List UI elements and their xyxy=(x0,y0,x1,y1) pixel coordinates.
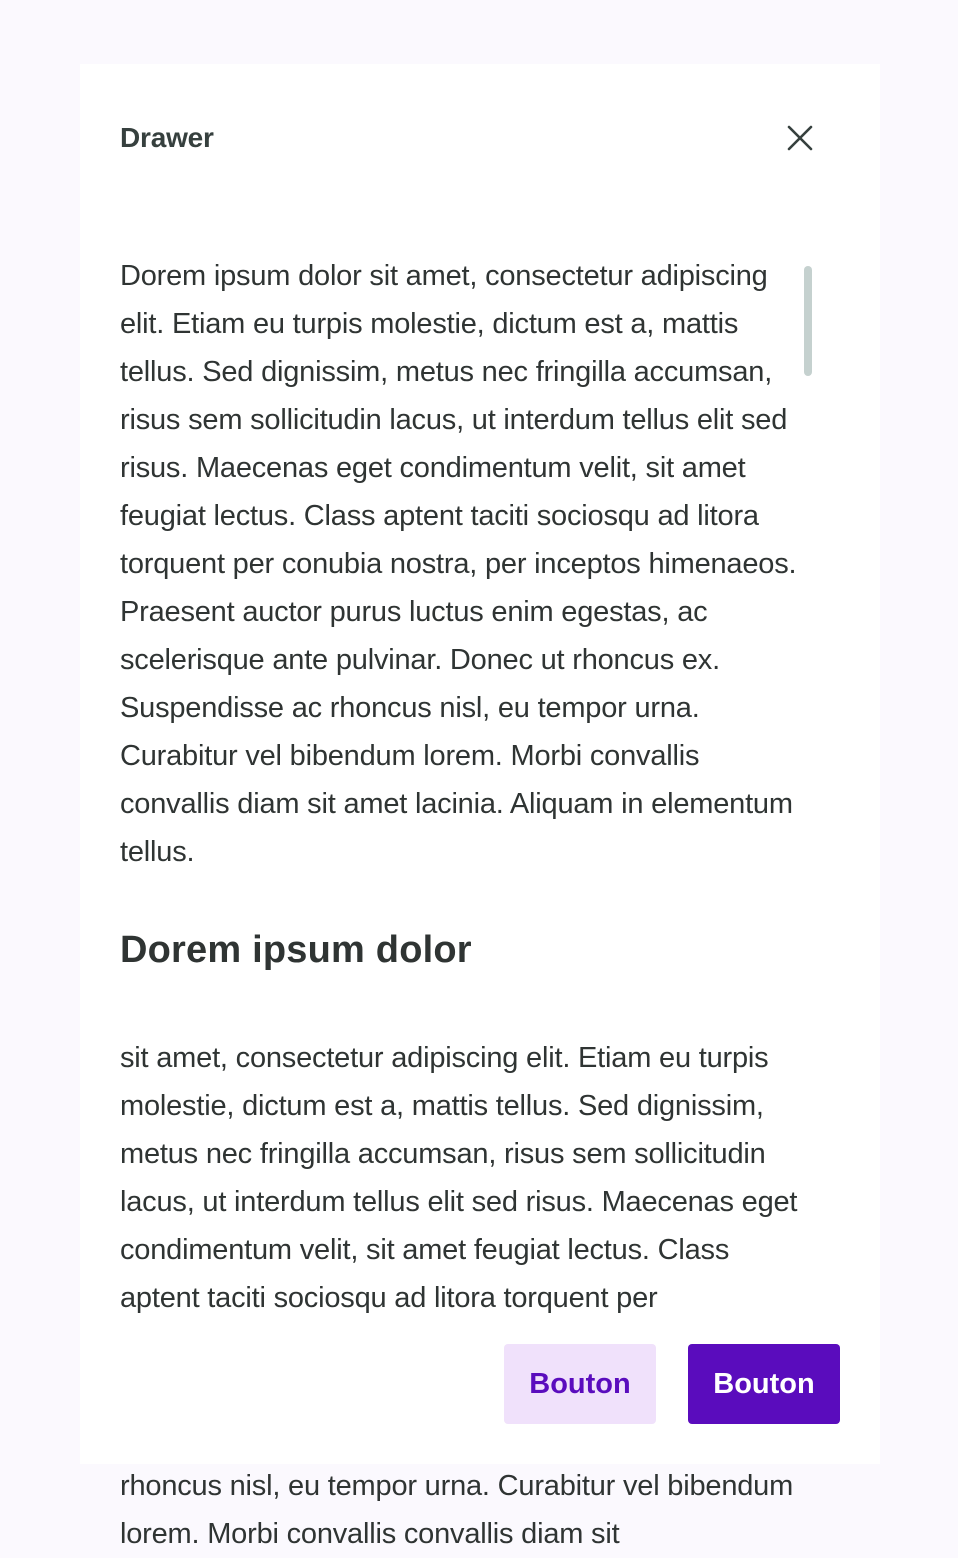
scrollbar-thumb[interactable] xyxy=(804,266,812,376)
close-icon xyxy=(787,125,813,151)
primary-button[interactable]: Bouton xyxy=(688,1344,840,1424)
secondary-button[interactable]: Bouton xyxy=(504,1344,656,1424)
overflow-background-text: rhoncus nisl, eu tempor urna. Curabitur vel bibendum lorem. Morbi convallis convallis diam sit xyxy=(120,1470,794,1550)
body-paragraph: sit amet, consectetur adipiscing elit. Etiam eu turpis molestie, dictum est a, mattis tellus. Sed dignissim, metus nec fringilla accumsan, risus sem sollicitudin lacus, ut interdum tellus elit sed risus. Maecenas eget condimentum velit, sit amet feugiat lectus. Class aptent taciti sociosqu ad litora torquent per xyxy=(120,1042,798,1314)
drawer-title: Drawer xyxy=(120,122,214,153)
body-paragraph: Dorem ipsum dolor sit amet, consectetur adipiscing elit. Etiam eu turpis molestie, dictum est a, mattis tellus. Sed dignissim, metus nec fringilla accumsan, risus sem sollicitudin lacus, ut interdum tellus elit sed risus. Maecenas eget condimentum velit, sit amet feugiat lectus. Class aptent taciti sociosqu ad litora torquent per conubia nostra, per inceptos himenaeos. Praesent auctor purus luctus enim egestas, ac scelerisque ante pulvinar. Donec ut rhoncus ex. Suspendisse ac rhoncus nisl, eu tempor urna. Curabitur vel bibendum lorem. Morbi convallis convallis diam sit amet lacinia. Aliquam in elementum tellus. xyxy=(120,260,797,868)
drawer-footer xyxy=(80,1344,840,1424)
drawer-header xyxy=(120,116,840,160)
drawer-panel xyxy=(80,64,880,1464)
scrollbar[interactable] xyxy=(804,266,812,376)
drawer-content xyxy=(120,252,810,1322)
close-button[interactable] xyxy=(778,116,822,160)
section-heading: Dorem ipsum dolor xyxy=(120,929,472,971)
drawer-body[interactable] xyxy=(120,252,840,1314)
